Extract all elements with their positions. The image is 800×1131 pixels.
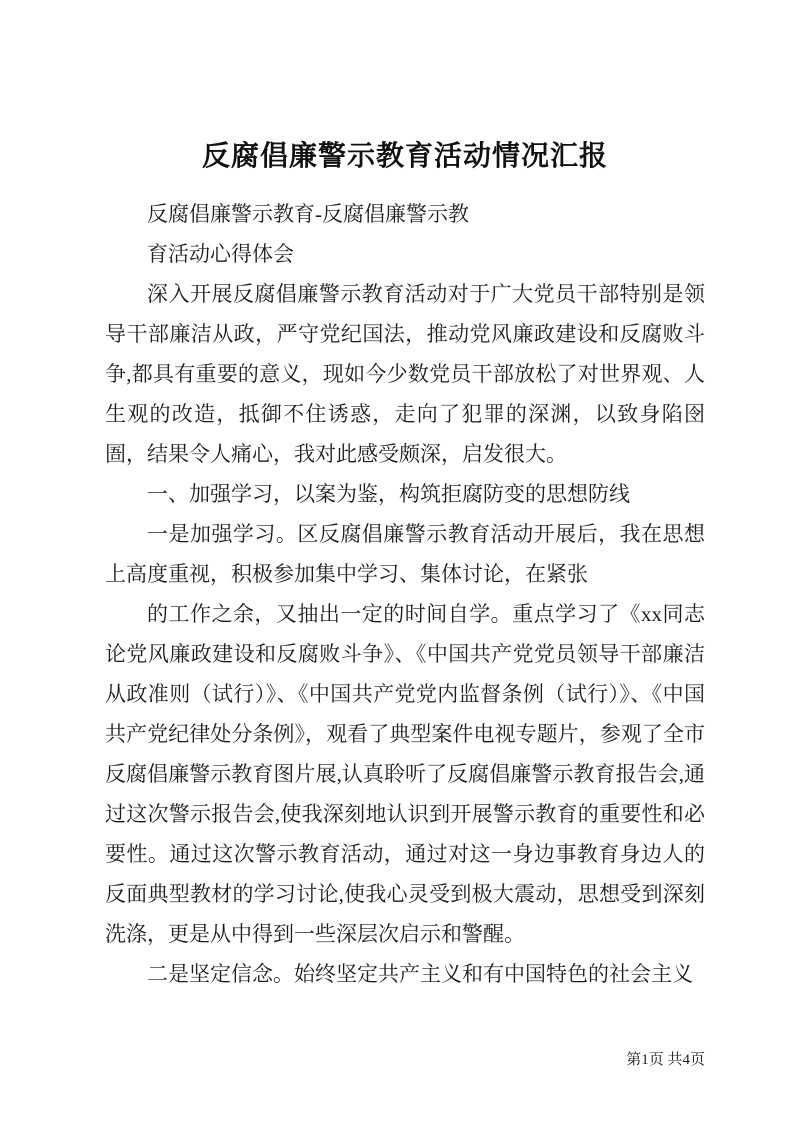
paragraph: 反腐倡廉警示教育-反腐倡廉警示教 bbox=[147, 202, 469, 226]
paragraph: 的工作之余，又抽出一定的时间自学。重点学习了《xx同志论党风廉政建设和反腐败斗争》、《中国共产党党员领导干部廉洁从政准则（试行）》、《中国共产党党内监督条例（试行）》、《中国共产党纪律处分条例》，观看了典型案件电视专题片，参观了全市反腐倡廉警示教育图片展,认真聆听了反腐倡廉警示教育报告会,通过这次警示报告会,使我深刻地认识到开展警示教育的重要性和必要性。通过这次警示教育活动，通过对这一身边事教育身边人的反面典型教材的学习讨论,使我心灵受到极大震动，思想受到深刻洗涤，更是从中得到一些深层次启示和警醒。 bbox=[105, 602, 705, 946]
paragraph: 育活动心得体会 bbox=[147, 242, 294, 266]
paragraph: 一是加强学习。区反腐倡廉警示教育活动开展后，我在思想上高度重视，积极参加集中学习、集体讨论，在紧张 bbox=[105, 522, 705, 586]
page-number-label: 第1页 共4页 bbox=[626, 1052, 705, 1068]
paragraph: 二是坚定信念。始终坚定共产主义和有中国特色的社会主义 bbox=[147, 962, 693, 986]
document-title: 反腐倡廉警示教育活动情况汇报 bbox=[201, 140, 608, 171]
document-content bbox=[105, 138, 705, 994]
paragraph: 一、加强学习，以案为鉴，构筑拒腐防变的思想防线 bbox=[147, 482, 630, 506]
paragraph: 深入开展反腐倡廉警示教育活动对于广大党员干部特别是领导干部廉洁从政，严守党纪国法，推动党风廉政建设和反腐败斗争,都具有重要的意义，现如今少数党员干部放松了对世界观、人生观的改造，抵御不住诱惑，走向了犯罪的深渊，以致身陷囹圄，结果令人痛心，我对此感受颇深，启发很大。 bbox=[105, 282, 705, 466]
document-body bbox=[105, 194, 705, 994]
page-footer bbox=[626, 1048, 705, 1069]
